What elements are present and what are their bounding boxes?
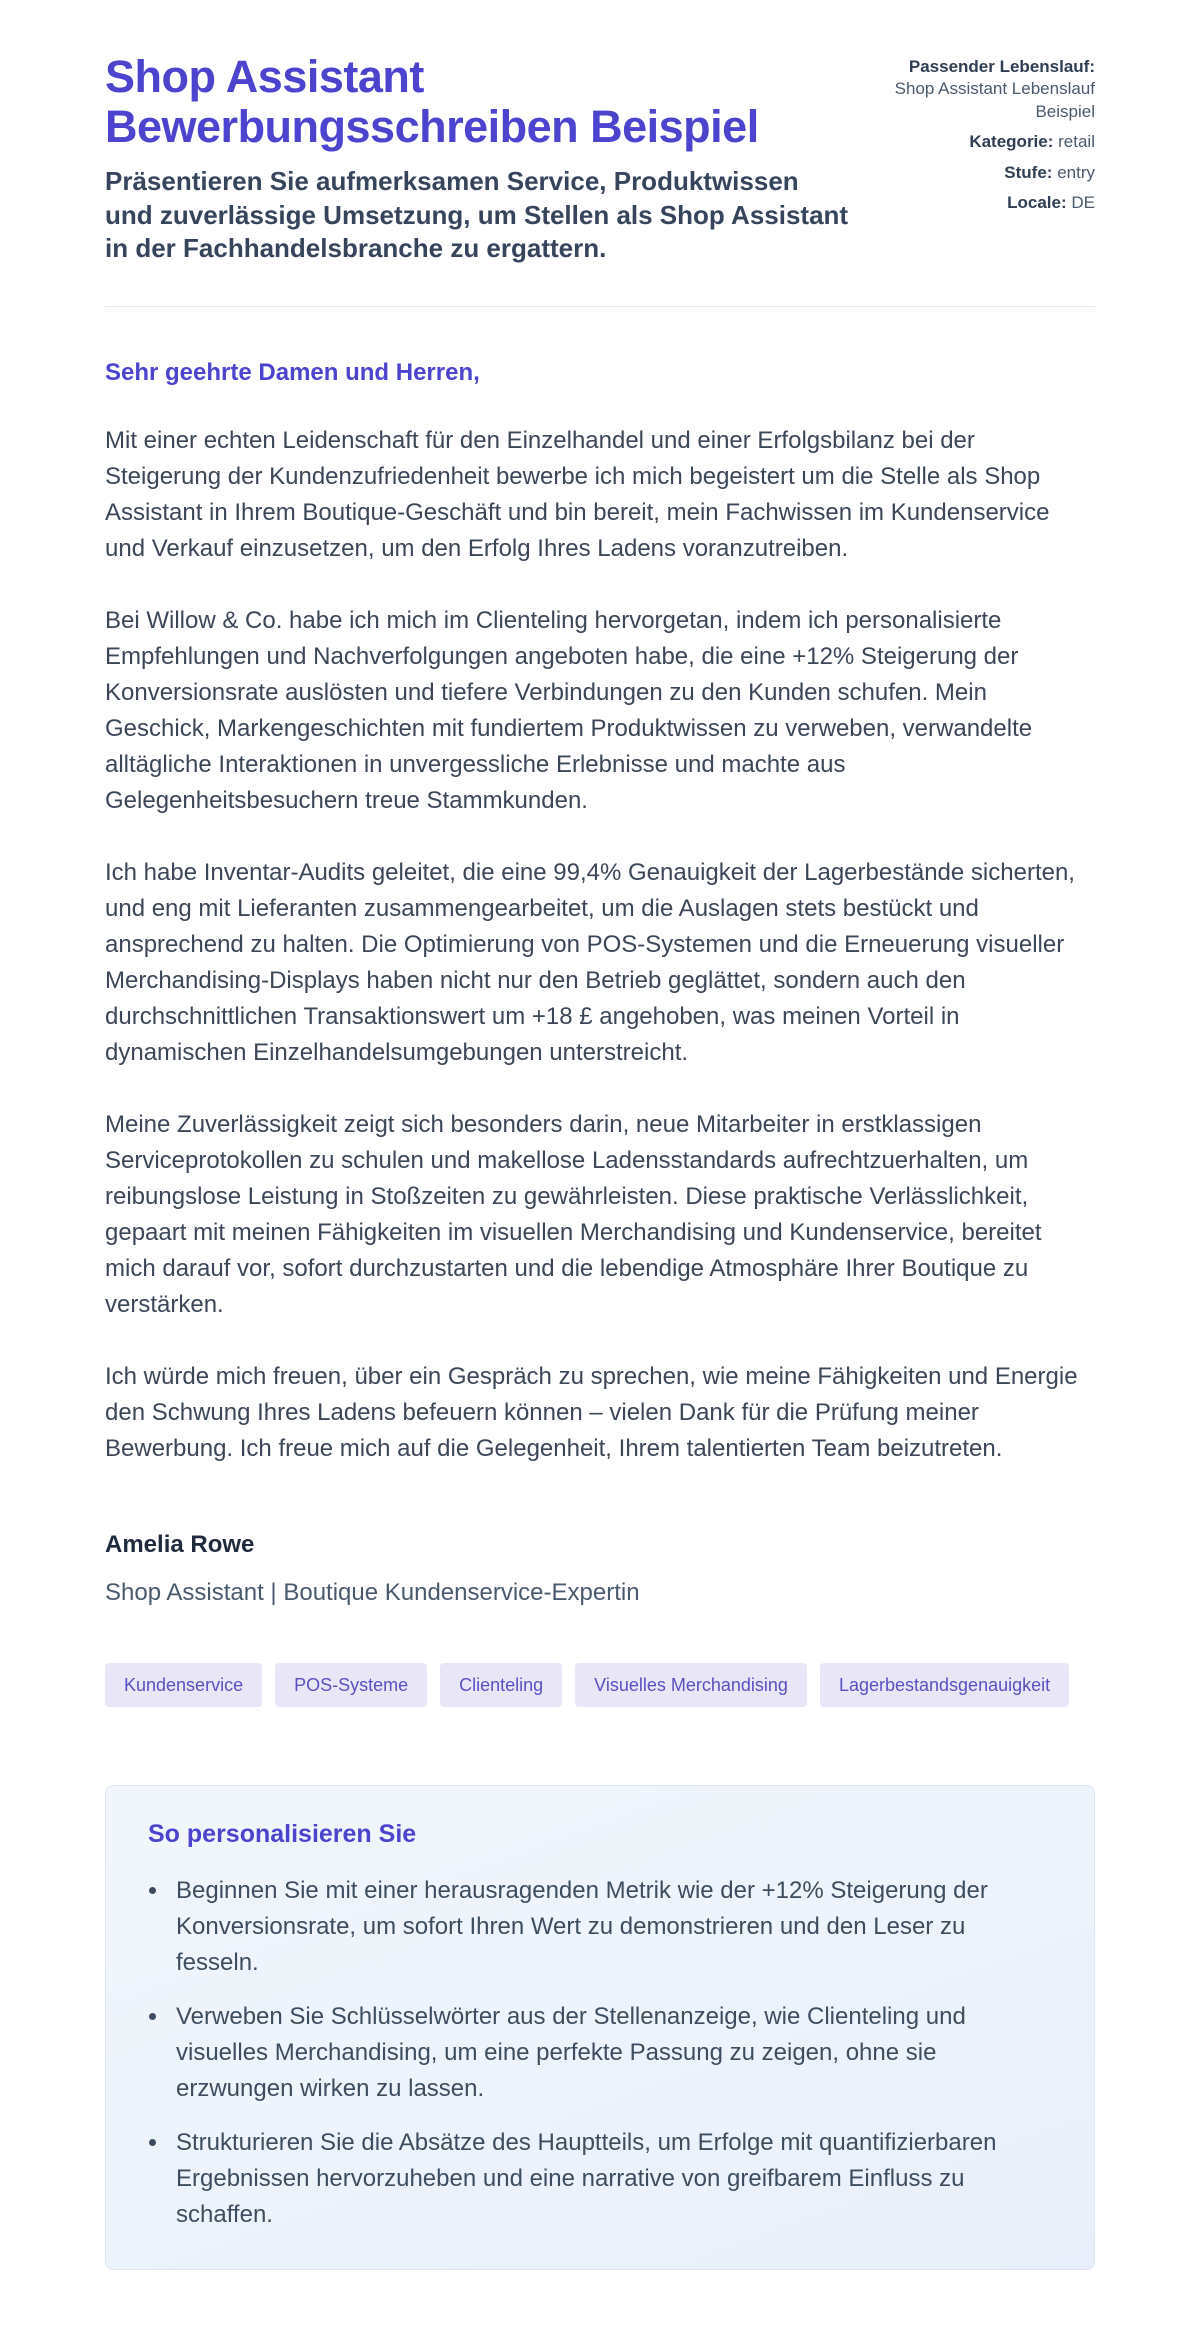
skill-tag-kundenservice: Kundenservice bbox=[105, 1663, 262, 1707]
tip-item-1: • Beginnen Sie mit einer herausragenden Metrik wie der +12% Steigerung der Konversionsrate, um sofort Ihren Wert zu demonstrieren und den Leser zu fesseln. bbox=[170, 1873, 1054, 1981]
page-title: Shop Assistant Bewerbungsschreiben Beispiel bbox=[105, 51, 759, 153]
meta-value: retail bbox=[1058, 132, 1095, 152]
signature-name: Amelia Rowe bbox=[105, 1531, 255, 1559]
meta-row-category bbox=[883, 131, 1095, 153]
header bbox=[105, 52, 1095, 266]
greeting: Sehr geehrte Damen und Herren, bbox=[105, 359, 480, 387]
meta-label: Passender Lebenslauf: bbox=[908, 57, 1095, 76]
meta-row-level bbox=[883, 162, 1095, 184]
meta-value: DE bbox=[1071, 193, 1095, 213]
skill-tag-visuelles-merchandising: Visuelles Merchandising bbox=[575, 1663, 807, 1707]
page bbox=[105, 0, 1095, 2270]
letter-paragraph-2: Bei Willow & Co. habe ich mich im Clienteling hervorgetan, indem ich personalisierte Empfehlungen und Nachverfolgungen angeboten habe, die eine +12% Steigerung der Konversionsrate auslösten und tiefere Verbindungen zu den Kunden schufen. Mein Geschick, Markengeschichten mit fundiertem Produktwissen zu verweben, verwandelte alltägliche Interaktionen in unvergessliche Erlebnisse und machte aus Gelegenheitsbesuchern treue Stammkunden. bbox=[105, 607, 1033, 815]
letter-paragraph-1: Mit einer echten Leidenschaft für den Einzelhandel und einer Erfolgsbilanz bei der Steigerung der Kundenzufriedenheit bewerbe ich mich begeistert um die Stelle als Shop Assistant in Ihrem Boutique-Geschäft und bin bereit, mein Fachwissen im Kundenservice und Verkauf einzusetzen, um den Erfolg Ihres Ladens voranzutreiben. bbox=[105, 427, 1050, 563]
tips-list bbox=[134, 1873, 1054, 2233]
meta-row-matching-resume bbox=[883, 56, 1095, 123]
signature-title: Shop Assistant | Boutique Kundenservice-Expertin bbox=[105, 1579, 640, 1607]
personalization-tips-box bbox=[105, 1785, 1095, 2270]
tip-item-2: • Verweben Sie Schlüsselwörter aus der Stellenanzeige, wie Clienteling und visuelles Merchandising, um eine perfekte Passung zu zeigen, ohne sie erzwungen wirken zu lassen. bbox=[170, 1999, 1054, 2107]
tips-title: So personalisieren Sie bbox=[148, 1820, 417, 1849]
letter-paragraph-3: Ich habe Inventar-Audits geleitet, die eine 99,4% Genauigkeit der Lagerbestände sicherten, und eng mit Lieferanten zusammengearbeitet, um die Auslagen stets bestückt und ansprechend zu halten. Die Optimierung von POS-Systemen und die Erneuerung visueller Merchandising-Displays haben nicht nur den Betrieb geglättet, sondern auch den durchschnittlichen Transaktionswert um +18 £ angehoben, was meinen Vorteil in dynamischen Einzelhandelsumgebungen unterstreicht. bbox=[105, 859, 1075, 1067]
skill-tags bbox=[105, 1663, 1095, 1707]
meta-panel bbox=[883, 52, 1095, 223]
meta-label: Kategorie: bbox=[969, 132, 1054, 152]
meta-row-locale bbox=[883, 192, 1095, 214]
skill-tag-clienteling: Clienteling bbox=[440, 1663, 562, 1707]
letter-paragraph-4: Meine Zuverlässigkeit zeigt sich besonders darin, neue Mitarbeiter in erstklassigen Serviceprotokollen zu schulen und makellose Ladensstandards aufrechtzuerhalten, um reibungslose Leistung in Stoßzeiten zu gewährleisten. Diese praktische Verlässlichkeit, gepaart mit meinen Fähigkeiten im visuellen Merchandising und Kundenservice, bereitet mich darauf vor, sofort durchzustarten und die lebendige Atmosphäre Ihrer Boutique zu verstärken. bbox=[105, 1111, 1042, 1319]
tip-item-3: • Strukturieren Sie die Absätze des Hauptteils, um Erfolge mit quantifizierbaren Ergebnissen hervorzuheben und eine narrative von greifbarem Einfluss zu schaffen. bbox=[170, 2125, 1054, 2233]
meta-label: Stufe: bbox=[1004, 162, 1053, 182]
meta-value: Shop Assistant Lebenslauf Beispiel bbox=[894, 79, 1095, 121]
meta-label: Locale: bbox=[1007, 193, 1067, 213]
letter-paragraph-5: Ich würde mich freuen, über ein Gespräch zu sprechen, wie meine Fähigkeiten und Energie den Schwung Ihres Ladens befeuern können – vielen Dank für die Prüfung meiner Bewerbung. Ich freue mich auf die Gelegenheit, Ihrem talentierten Team beizutreten. bbox=[105, 1363, 1078, 1463]
meta-value: entry bbox=[1057, 162, 1095, 182]
page-subtitle: Präsentieren Sie aufmerksamen Service, Produktwissen und zuverlässige Umsetzung, um Stellen als Shop Assistant in der Fachhandelsbranche zu ergattern. bbox=[105, 165, 849, 264]
header-left bbox=[105, 52, 853, 266]
cover-letter bbox=[105, 359, 1095, 1707]
skill-tag-pos-systeme: POS-Systeme bbox=[275, 1663, 427, 1707]
divider bbox=[105, 306, 1095, 307]
skill-tag-lagerbestandsgenauigkeit: Lagerbestandsgenauigkeit bbox=[820, 1663, 1069, 1707]
